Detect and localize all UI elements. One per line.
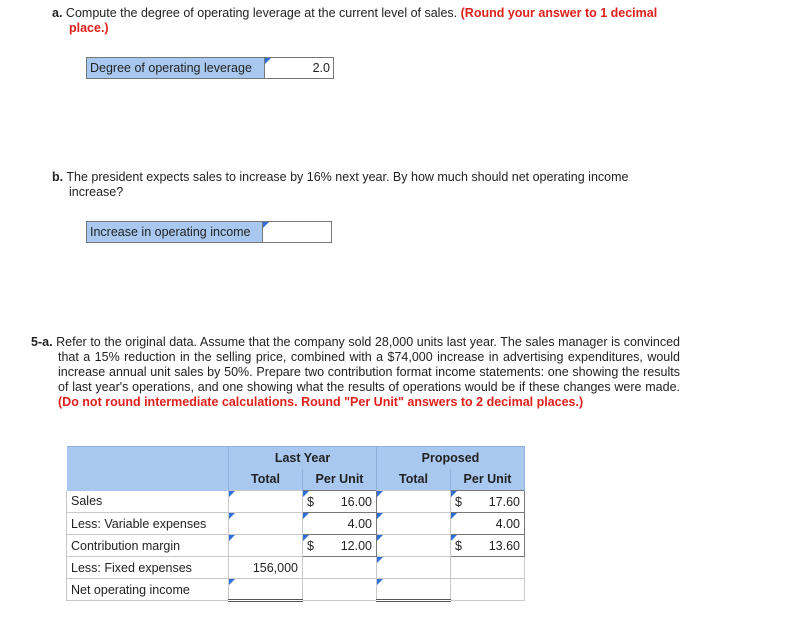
question-b (52, 170, 669, 200)
income-statement-table (66, 446, 525, 602)
row-label-variable-expenses: Less: Variable expenses (67, 513, 229, 535)
sales-p-total-input[interactable] (377, 491, 451, 513)
input-flag-icon (377, 535, 383, 541)
question-a-instruction: (Round your answer to 1 decimal place.) (69, 6, 658, 35)
var-ly-total-input[interactable] (229, 513, 303, 535)
header-p-per-unit: Per Unit (451, 469, 525, 491)
cm-ly-total-input[interactable] (229, 535, 303, 557)
increase-input[interactable] (263, 222, 332, 243)
row-label-fixed-expenses: Less: Fixed expenses (67, 557, 229, 579)
sales-ly-per-unit: $ 16.00 (303, 491, 377, 513)
input-flag-icon (377, 491, 383, 497)
fixed-p-per-unit-empty (451, 557, 525, 579)
input-flag-icon (377, 557, 383, 563)
header-proposed: Proposed (377, 447, 525, 469)
question-5a-label: 5-a. (31, 335, 53, 349)
input-flag-icon (451, 513, 457, 519)
input-flag-icon (229, 579, 235, 585)
fixed-ly-per-unit-empty (303, 557, 377, 579)
question-5a-instruction: (Do not round intermediate calculations. Round "Per Unit" answers to 2 decimal places.) (58, 395, 584, 409)
noi-ly-per-unit-empty (303, 579, 377, 601)
sales-p-per-unit: $ 17.60 (451, 491, 525, 513)
dol-label: Degree of operating leverage (87, 58, 265, 79)
noi-p-per-unit-empty (451, 579, 525, 601)
question-b-text: The president expects sales to increase by 16% next year. By how much should net operating income increase? (66, 170, 629, 199)
dol-answer-table (86, 57, 334, 79)
cm-p-per-unit: $ 13.60 (451, 535, 525, 557)
header-p-total: Total (377, 469, 451, 491)
cm-ly-per-unit: $ 12.00 (303, 535, 377, 557)
input-flag-icon (377, 579, 383, 585)
header-ly-per-unit: Per Unit (303, 469, 377, 491)
input-flag-icon (451, 491, 457, 497)
input-flag-icon (265, 58, 271, 64)
table-row (67, 557, 525, 579)
input-flag-icon (263, 222, 269, 228)
header-ly-total: Total (229, 469, 303, 491)
input-flag-icon (229, 491, 235, 497)
fixed-ly-total: 156,000 (229, 557, 303, 579)
input-flag-icon (451, 535, 457, 541)
table-row (67, 579, 525, 601)
row-label-contribution-margin: Contribution margin (67, 535, 229, 557)
input-flag-icon (303, 513, 309, 519)
header-last-year: Last Year (229, 447, 377, 469)
dol-input[interactable] (265, 58, 334, 79)
input-flag-icon (377, 513, 383, 519)
input-flag-icon (229, 513, 235, 519)
row-label-sales: Sales (67, 491, 229, 513)
question-b-label: b. (52, 170, 64, 184)
var-p-per-unit: 4.00 (451, 513, 525, 535)
noi-p-total-input[interactable] (377, 579, 451, 601)
table-row (67, 535, 525, 557)
row-label-net-operating-income: Net operating income (67, 579, 229, 601)
question-5a (31, 335, 680, 410)
income-increase-table (86, 221, 332, 243)
var-p-total-input[interactable] (377, 513, 451, 535)
question-a-text: Compute the degree of operating leverage at the current level of sales. (65, 6, 458, 20)
question-a (52, 6, 669, 36)
increase-label: Increase in operating income (87, 222, 263, 243)
table-row (67, 491, 525, 513)
input-flag-icon (303, 491, 309, 497)
input-flag-icon (229, 535, 235, 541)
sales-ly-total-input[interactable] (229, 491, 303, 513)
table-row (67, 513, 525, 535)
header-blank (67, 447, 229, 469)
cm-p-total-input[interactable] (377, 535, 451, 557)
noi-ly-total-input[interactable] (229, 579, 303, 601)
dol-value: 2.0 (312, 61, 330, 75)
question-5a-text: Refer to the original data. Assume that the company sold 28,000 units last year. The sales manager is convinced that a 15% reduction in the selling price, combined with a $74,000 increase in advertising expenditures, would increase annual unit sales by 50%. Prepare two contribution format income statements: one showing the results of last year's operations, and one showing what the results of operations would be if these changes were made. (56, 335, 681, 394)
input-flag-icon (303, 535, 309, 541)
header-blank-2 (67, 469, 229, 491)
var-ly-per-unit: 4.00 (303, 513, 377, 535)
question-a-label: a. (52, 6, 63, 20)
fixed-p-total-input[interactable] (377, 557, 451, 579)
